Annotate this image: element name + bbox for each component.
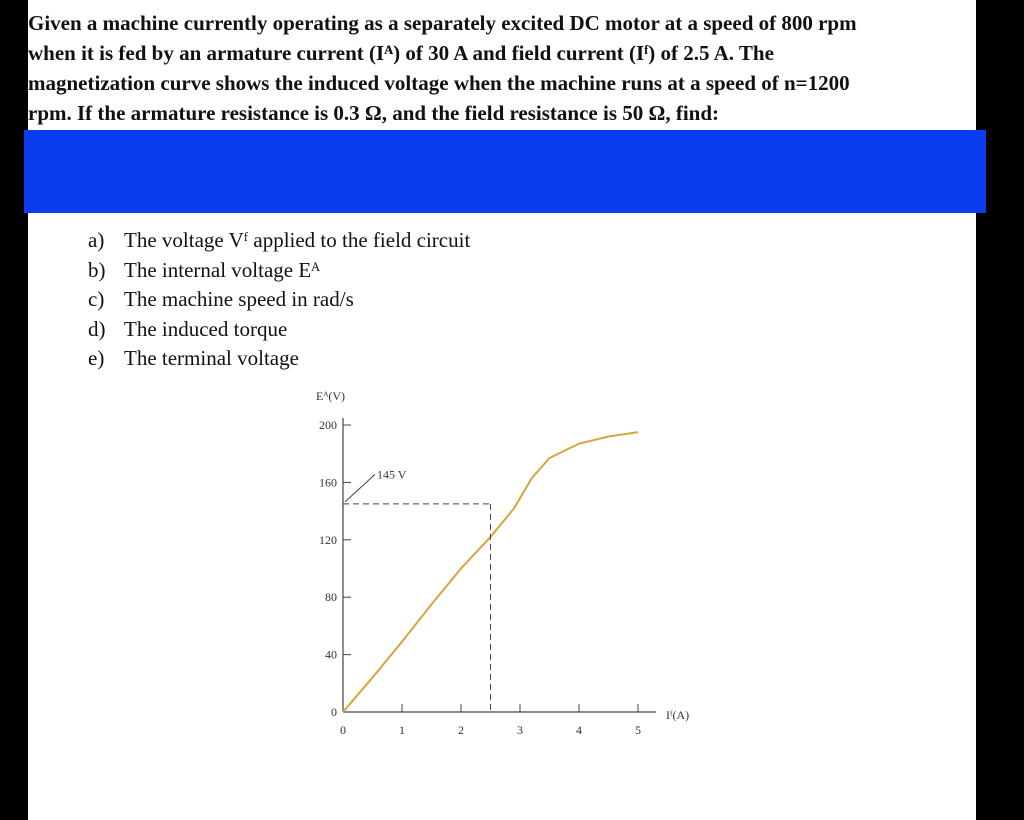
problem-statement xyxy=(28,8,958,128)
annotation-label: 145 V xyxy=(377,467,407,482)
question-label: b) xyxy=(88,257,106,282)
x-tick-label: 4 xyxy=(576,723,582,737)
question-label: e) xyxy=(88,346,105,370)
question-list xyxy=(88,226,470,374)
problem-line: Given a machine currently operating as a separately excited DC motor at a speed of 800 rpm xyxy=(28,11,857,35)
question-item xyxy=(88,256,470,286)
x-axis-label: Iᶠ(A) xyxy=(666,708,690,722)
question-label: a) xyxy=(88,228,105,252)
question-text: The voltage Vᶠ applied to the field circuit xyxy=(124,228,471,252)
x-tick-label: 1 xyxy=(399,723,405,737)
question-item xyxy=(88,285,470,315)
problem-line: magnetization curve shows the induced voltage when the machine runs at a speed of n=1200 xyxy=(28,71,850,95)
question-text: The terminal voltage xyxy=(124,346,299,370)
question-item xyxy=(88,226,470,256)
y-tick-label: 40 xyxy=(325,647,337,662)
problem-line: when it is fed by an armature current (Iᴬ) of 30 A and field current (Iᶠ) of 2.5 A. The xyxy=(28,41,774,65)
question-item xyxy=(88,315,470,345)
question-text: The internal voltage Eᴬ xyxy=(124,257,321,282)
y-tick-label: 0 xyxy=(331,705,337,719)
y-tick-label: 120 xyxy=(319,532,337,547)
y-tick-label: 160 xyxy=(319,475,337,490)
x-tick-label: 2 xyxy=(458,723,464,737)
x-tick-label: 0 xyxy=(340,723,346,737)
question-text: The machine speed in rad/s xyxy=(124,287,354,311)
problem-line: rpm. If the armature resistance is 0.3 Ω, and the field resistance is 50 Ω, find: xyxy=(28,101,720,125)
y-tick-label: 80 xyxy=(325,590,337,605)
question-item xyxy=(88,344,470,374)
y-tick-label: 200 xyxy=(319,418,337,432)
blue-redaction-band xyxy=(24,130,986,213)
x-tick-label: 3 xyxy=(517,723,523,737)
question-text: The induced torque xyxy=(124,316,288,341)
y-axis-label: Eᴬ(V) xyxy=(316,389,346,403)
question-label: c) xyxy=(88,287,105,311)
x-tick-label: 5 xyxy=(635,723,641,737)
question-label: d) xyxy=(88,316,106,341)
